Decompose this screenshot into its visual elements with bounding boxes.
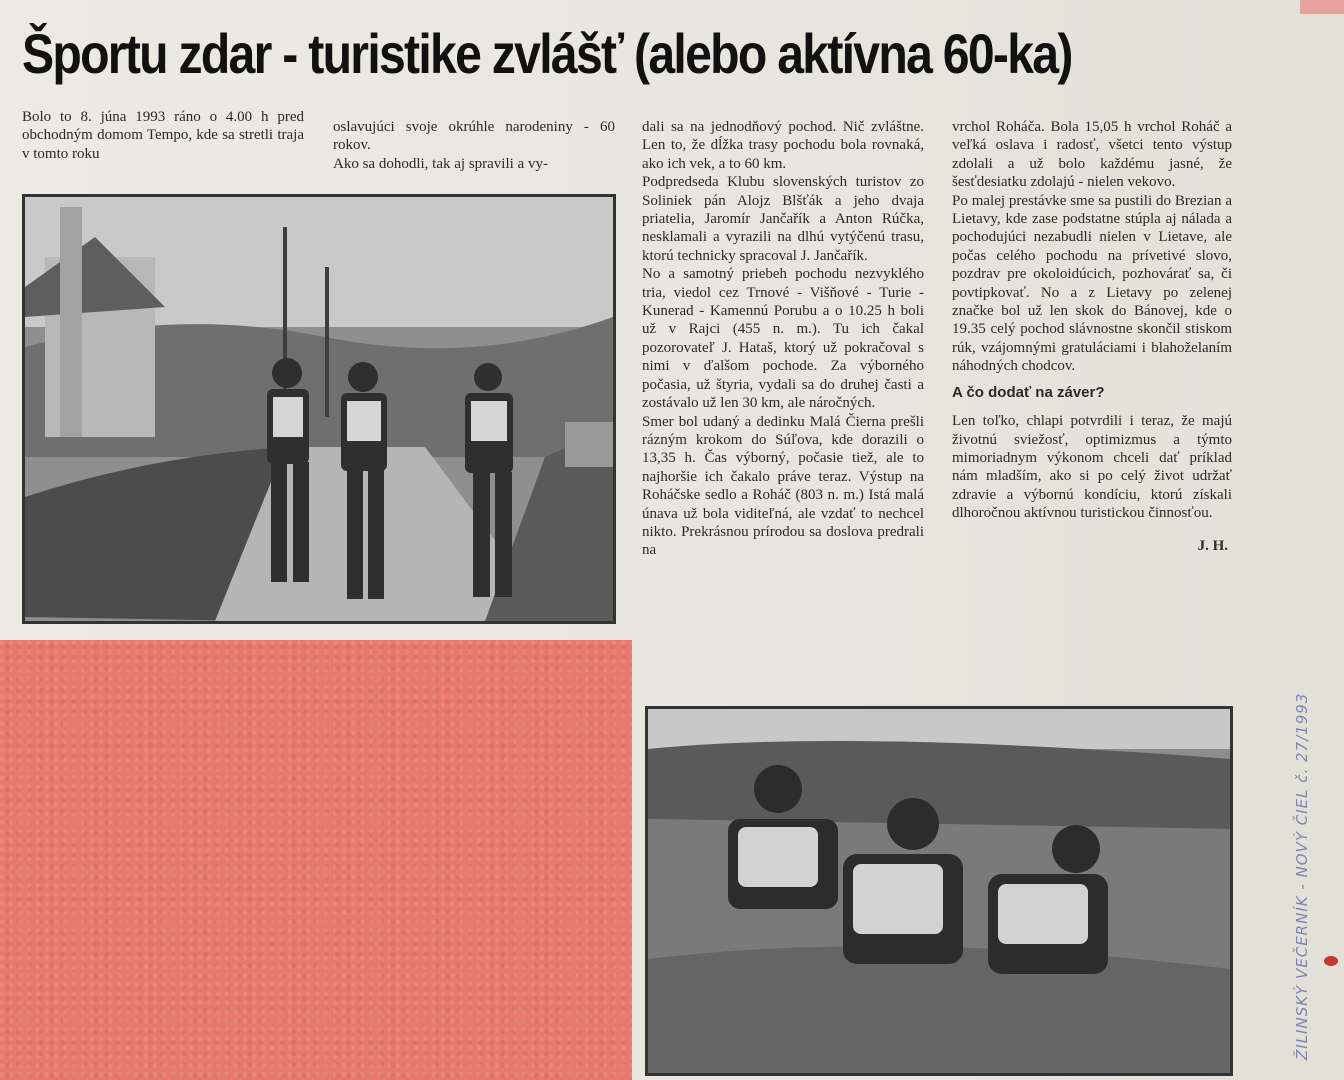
article-column-3 [642, 118, 924, 560]
paragraph: Po malej prestávke sme sa pustili do Brezian a Lietavy, kde zase podstatne stúpla aj nálada a pochodujúci nezabudli nielen v Lietave, ale počas celého pochodu na prívetivé slovo, pozdrav pre okoloidúcich, pozhovárať sa, či povtipkovať. No a z Lietavy po zelenej značke bol už len skok do Bánovej, kde o 19.35 celý pochod slávnostne skončil stiskom rúk, vzájomnými gratuláciami i blahoželaním náhodných chodcov. [952, 192, 1232, 375]
paragraph: Podpredseda Klubu slovenských turistov zo Soliniek pán Alojz Blšťák a jeho dvaja priatelia, Jaromír Jančařík a Anton Rúčka, nesklamali a vyrazili na dlhú vytýčenú trasu, ktorú technicky spracoval J. Jančařík. [642, 174, 924, 264]
paragraph: Bolo to 8. júna 1993 ráno o 4.00 h pred obchodným domom Tempo, kde sa stretli traja v tomto roku [22, 109, 304, 162]
photo-hikers-resting [645, 706, 1233, 1076]
paragraph: Smer bol udaný a dedinku Malá Čierna prešli rázným krokom do Súľova, kde dorazili o 13,35 h. Čas výborný, počasie tiež, ale to najhoršie ich čakalo práve teraz. Výstup na Roháčske sedlo a Roháč (803 n. m.) Istá malá únava už bola viditeľná, ale vzdať to nechcel nikto. Prekrásnou prírodou sa doslova predrali na [642, 413, 924, 559]
article-column-4 [952, 118, 1232, 555]
hikers-resting-image [648, 709, 1230, 1073]
article-column-2 [333, 118, 615, 173]
headline: Športu zdar - turistike zvlášť (alebo aktívna 60-ka) [22, 22, 1072, 85]
paragraph: No a samotný priebeh pochodu nezvyklého tria, viedol cez Trnové - Višňové - Turie - Kunerad - Kamennú Porubu a o 10.25 h boli už v Rajci (455 n. m.). Tu ich čakal pozorovateľ J. Hataš, ktorý už pokračoval s nimi v ďalšom pochode. Za výborného počasia, už štyria, vydali sa do druhej časti a zostávalo už len 30 km, ale náročných. [642, 266, 924, 412]
album-background [0, 640, 632, 1080]
photo-hikers-walking [22, 194, 616, 624]
article-column-1 [22, 108, 304, 163]
paragraph: vrchol Roháča. Bola 15,05 h vrchol Roháč a veľká oslava i radosť, všetci tento výstup zdolali a už bolo každému jasné, že šesťdesiatku zdolajú - nielen vekovo. [952, 119, 1232, 191]
red-mark [1324, 956, 1338, 966]
closing-paragraph: Len toľko, chlapi potvrdili i teraz, že majú životnú sviežosť, optimizmus a týmto mimoriadnym výkonom chceli dať príklad nám mladším, ako si po celý život udržať zdravie a výbornú kondíciu, ktorú získali dlhoročnou aktívnou turistickou činnosťou. [952, 413, 1232, 522]
author-signature: J. H. [1197, 537, 1228, 554]
paragraph: oslavujúci svoje okrúhle narodeniny - 60 rokov. [333, 119, 615, 154]
paragraph: dali sa na jednodňový pochod. Nič zvláštne. Len to, že dĺžka trasy pochodu bola rovnaká, ako ich vek, a to 60 km. [642, 119, 924, 172]
hikers-walking-image [25, 197, 613, 621]
handwritten-note: ŽILINSKÝ VEČERNÍK - NOVÝ ČIEL č. 27/1993 [1293, 692, 1311, 1060]
subheading: A čo dodať na záver? [952, 383, 1105, 401]
album-edge [1300, 0, 1344, 14]
paragraph: Ako sa dohodli, tak aj spravili a vy- [333, 155, 548, 172]
